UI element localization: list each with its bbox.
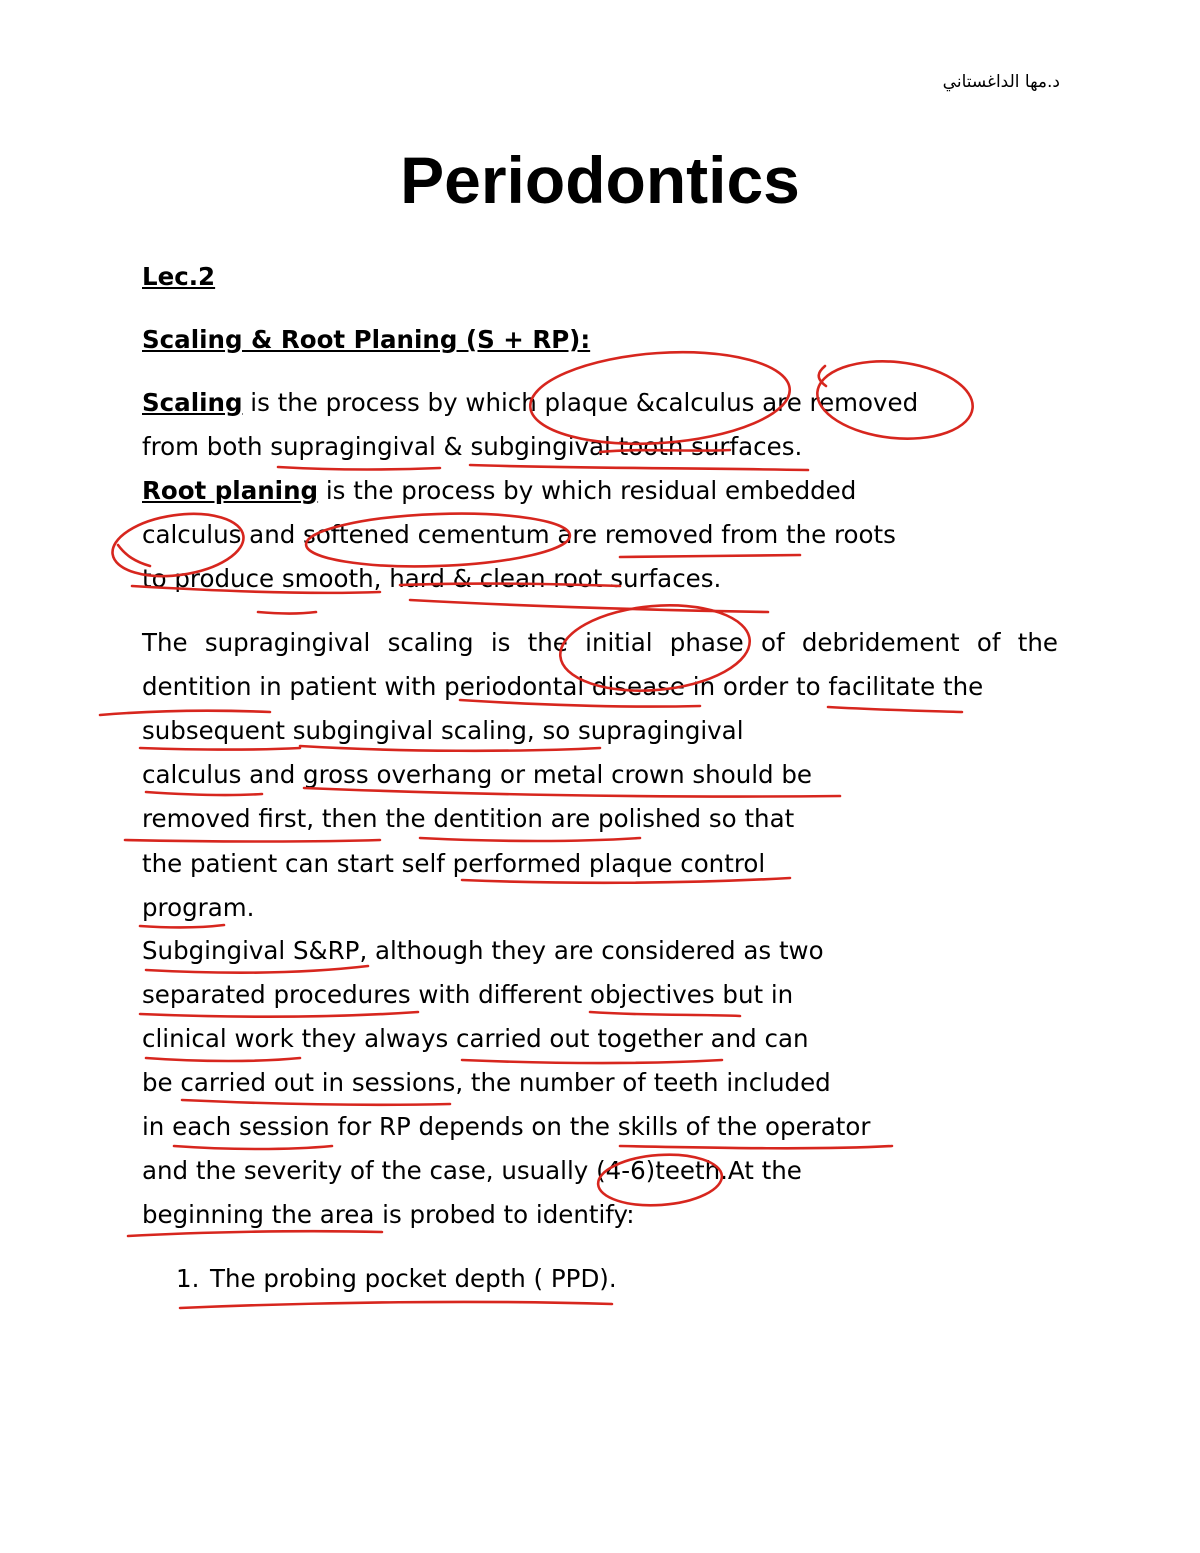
annotation-underline — [470, 465, 808, 470]
paragraph1-line2: from both supragingival & subgingival tooth surfaces. — [142, 432, 803, 461]
annotation-underline — [146, 966, 368, 973]
list-item-number: 1. — [176, 1264, 200, 1293]
paragraph3-line6: and the severity of the case, usually (4-6)teeth.At the — [142, 1156, 802, 1185]
paragraph3-line4: be carried out in sessions, the number of teeth included — [142, 1068, 831, 1097]
annotation-underline — [174, 1146, 332, 1149]
paragraph2-line6: the patient can start self performed plaque control — [142, 849, 766, 878]
annotation-underline — [828, 707, 962, 712]
annotation-underline — [146, 792, 262, 795]
annotation-underline — [128, 1231, 382, 1236]
paragraph2-line3: subsequent subgingival scaling, so supragingival — [142, 716, 744, 745]
paragraph2-line1: The supragingival scaling is the initial phase of debridement of the — [142, 628, 1058, 657]
paragraph3-line5: in each session for RP depends on the skills of the operator — [142, 1112, 871, 1141]
paragraph2-line2: dentition in patient with periodontal disease in order to facilitate the — [142, 672, 984, 701]
annotation-underline — [182, 1100, 450, 1105]
paragraph2-line4: calculus and gross overhang or metal crown should be — [142, 760, 812, 789]
lecture-label: Lec.2 — [142, 262, 216, 291]
scaling-term: Scaling — [142, 388, 243, 417]
annotation-underline — [620, 1146, 892, 1148]
annotation-underline — [100, 711, 270, 715]
annotation-underline — [125, 840, 380, 842]
section-heading: Scaling & Root Planing (S + RP): — [142, 325, 591, 354]
author-name: د.مها الداغستاني — [942, 72, 1060, 92]
paragraph3-line7: beginning the area is probed to identify: — [142, 1200, 635, 1229]
paragraph1-line3: Root planing is the process by which residual embedded — [142, 476, 857, 505]
paragraph1-line4: calculus and softened cementum are removed from the roots — [142, 520, 896, 549]
list-item — [176, 1264, 617, 1294]
annotation-underline — [146, 1058, 300, 1061]
paragraph3-line2: separated procedures with different objectives but in — [142, 980, 794, 1009]
paragraph1-line1: Scaling is the process by which plaque &calculus are removed — [142, 388, 919, 417]
annotation-underline — [410, 600, 768, 612]
annotation-underline — [140, 748, 300, 750]
annotation-mark — [819, 366, 826, 386]
annotation-underline — [140, 1012, 418, 1017]
annotation-underline — [258, 612, 316, 614]
paragraph2-line5: removed first, then the dentition are polished so that — [142, 804, 795, 833]
annotation-underline — [180, 1302, 612, 1308]
annotation-underline — [590, 1012, 740, 1016]
list-item-text: The probing pocket depth ( PPD). — [210, 1264, 617, 1293]
paragraph3-line1: Subgingival S&RP, although they are considered as two — [142, 936, 824, 965]
annotation-underline — [140, 925, 224, 927]
annotation-underline — [462, 1060, 722, 1063]
page-title: Periodontics — [400, 143, 800, 217]
annotation-underline — [278, 467, 440, 469]
paragraph3-line3: clinical work they always carried out together and can — [142, 1024, 809, 1053]
paragraph2-line7: program. — [142, 893, 255, 922]
root-planing-term: Root planing — [142, 476, 319, 505]
paragraph1-line5: to produce smooth, hard & clean root surfaces. — [142, 564, 722, 593]
annotation-underline — [300, 746, 600, 751]
annotation-underline — [420, 838, 640, 841]
annotation-underline — [620, 555, 800, 557]
